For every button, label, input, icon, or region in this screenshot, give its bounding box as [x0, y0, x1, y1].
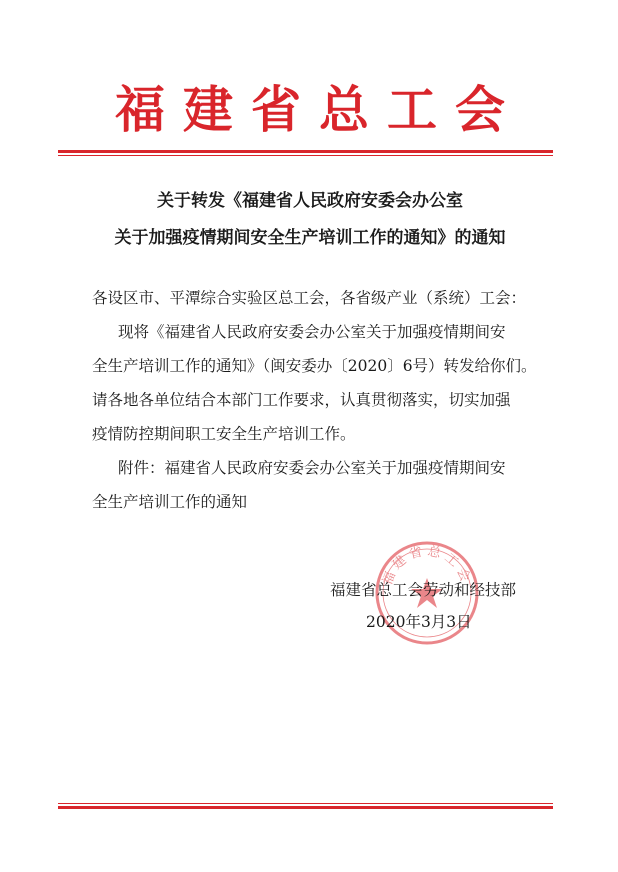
- notice-title-line-2: 关于加强疫情期间安全生产培训工作的通知》的通知: [114, 228, 506, 248]
- paragraph-line: 疫情防控期间职工安全生产培训工作。: [92, 425, 356, 443]
- seal-text: 福建省总工会: [380, 543, 474, 588]
- footer-rule-thin: [58, 803, 553, 804]
- header-rule-thick: [58, 150, 553, 153]
- salutation: 各设区市、平潭综合实验区总工会，各省级产业（系统）工会：: [92, 289, 527, 307]
- paragraph-line: 请各地各单位结合本部门工作要求，认真贯彻落实，切实加强: [92, 391, 511, 409]
- attachment-line: 全生产培训工作的通知: [92, 493, 248, 511]
- attachment-line: 附件：福建省人民政府安委会办公室关于加强疫情期间安: [118, 459, 506, 477]
- header-rule-thin: [58, 155, 553, 156]
- footer-rule-thick: [58, 806, 553, 809]
- notice-title-line-1: 关于转发《福建省人民政府安委会办公室: [157, 191, 463, 211]
- signature-date: 2020年3月3日: [366, 613, 472, 631]
- org-header-title: 福建省总工会: [115, 80, 523, 139]
- paragraph-line: 全生产培训工作的通知》（闽安委办〔2020〕6号）转发给你们。: [92, 357, 537, 375]
- signature-org: 福建省总工会劳动和经技部: [330, 581, 517, 599]
- paragraph-line: 现将《福建省人民政府安委会办公室关于加强疫情期间安: [118, 323, 506, 341]
